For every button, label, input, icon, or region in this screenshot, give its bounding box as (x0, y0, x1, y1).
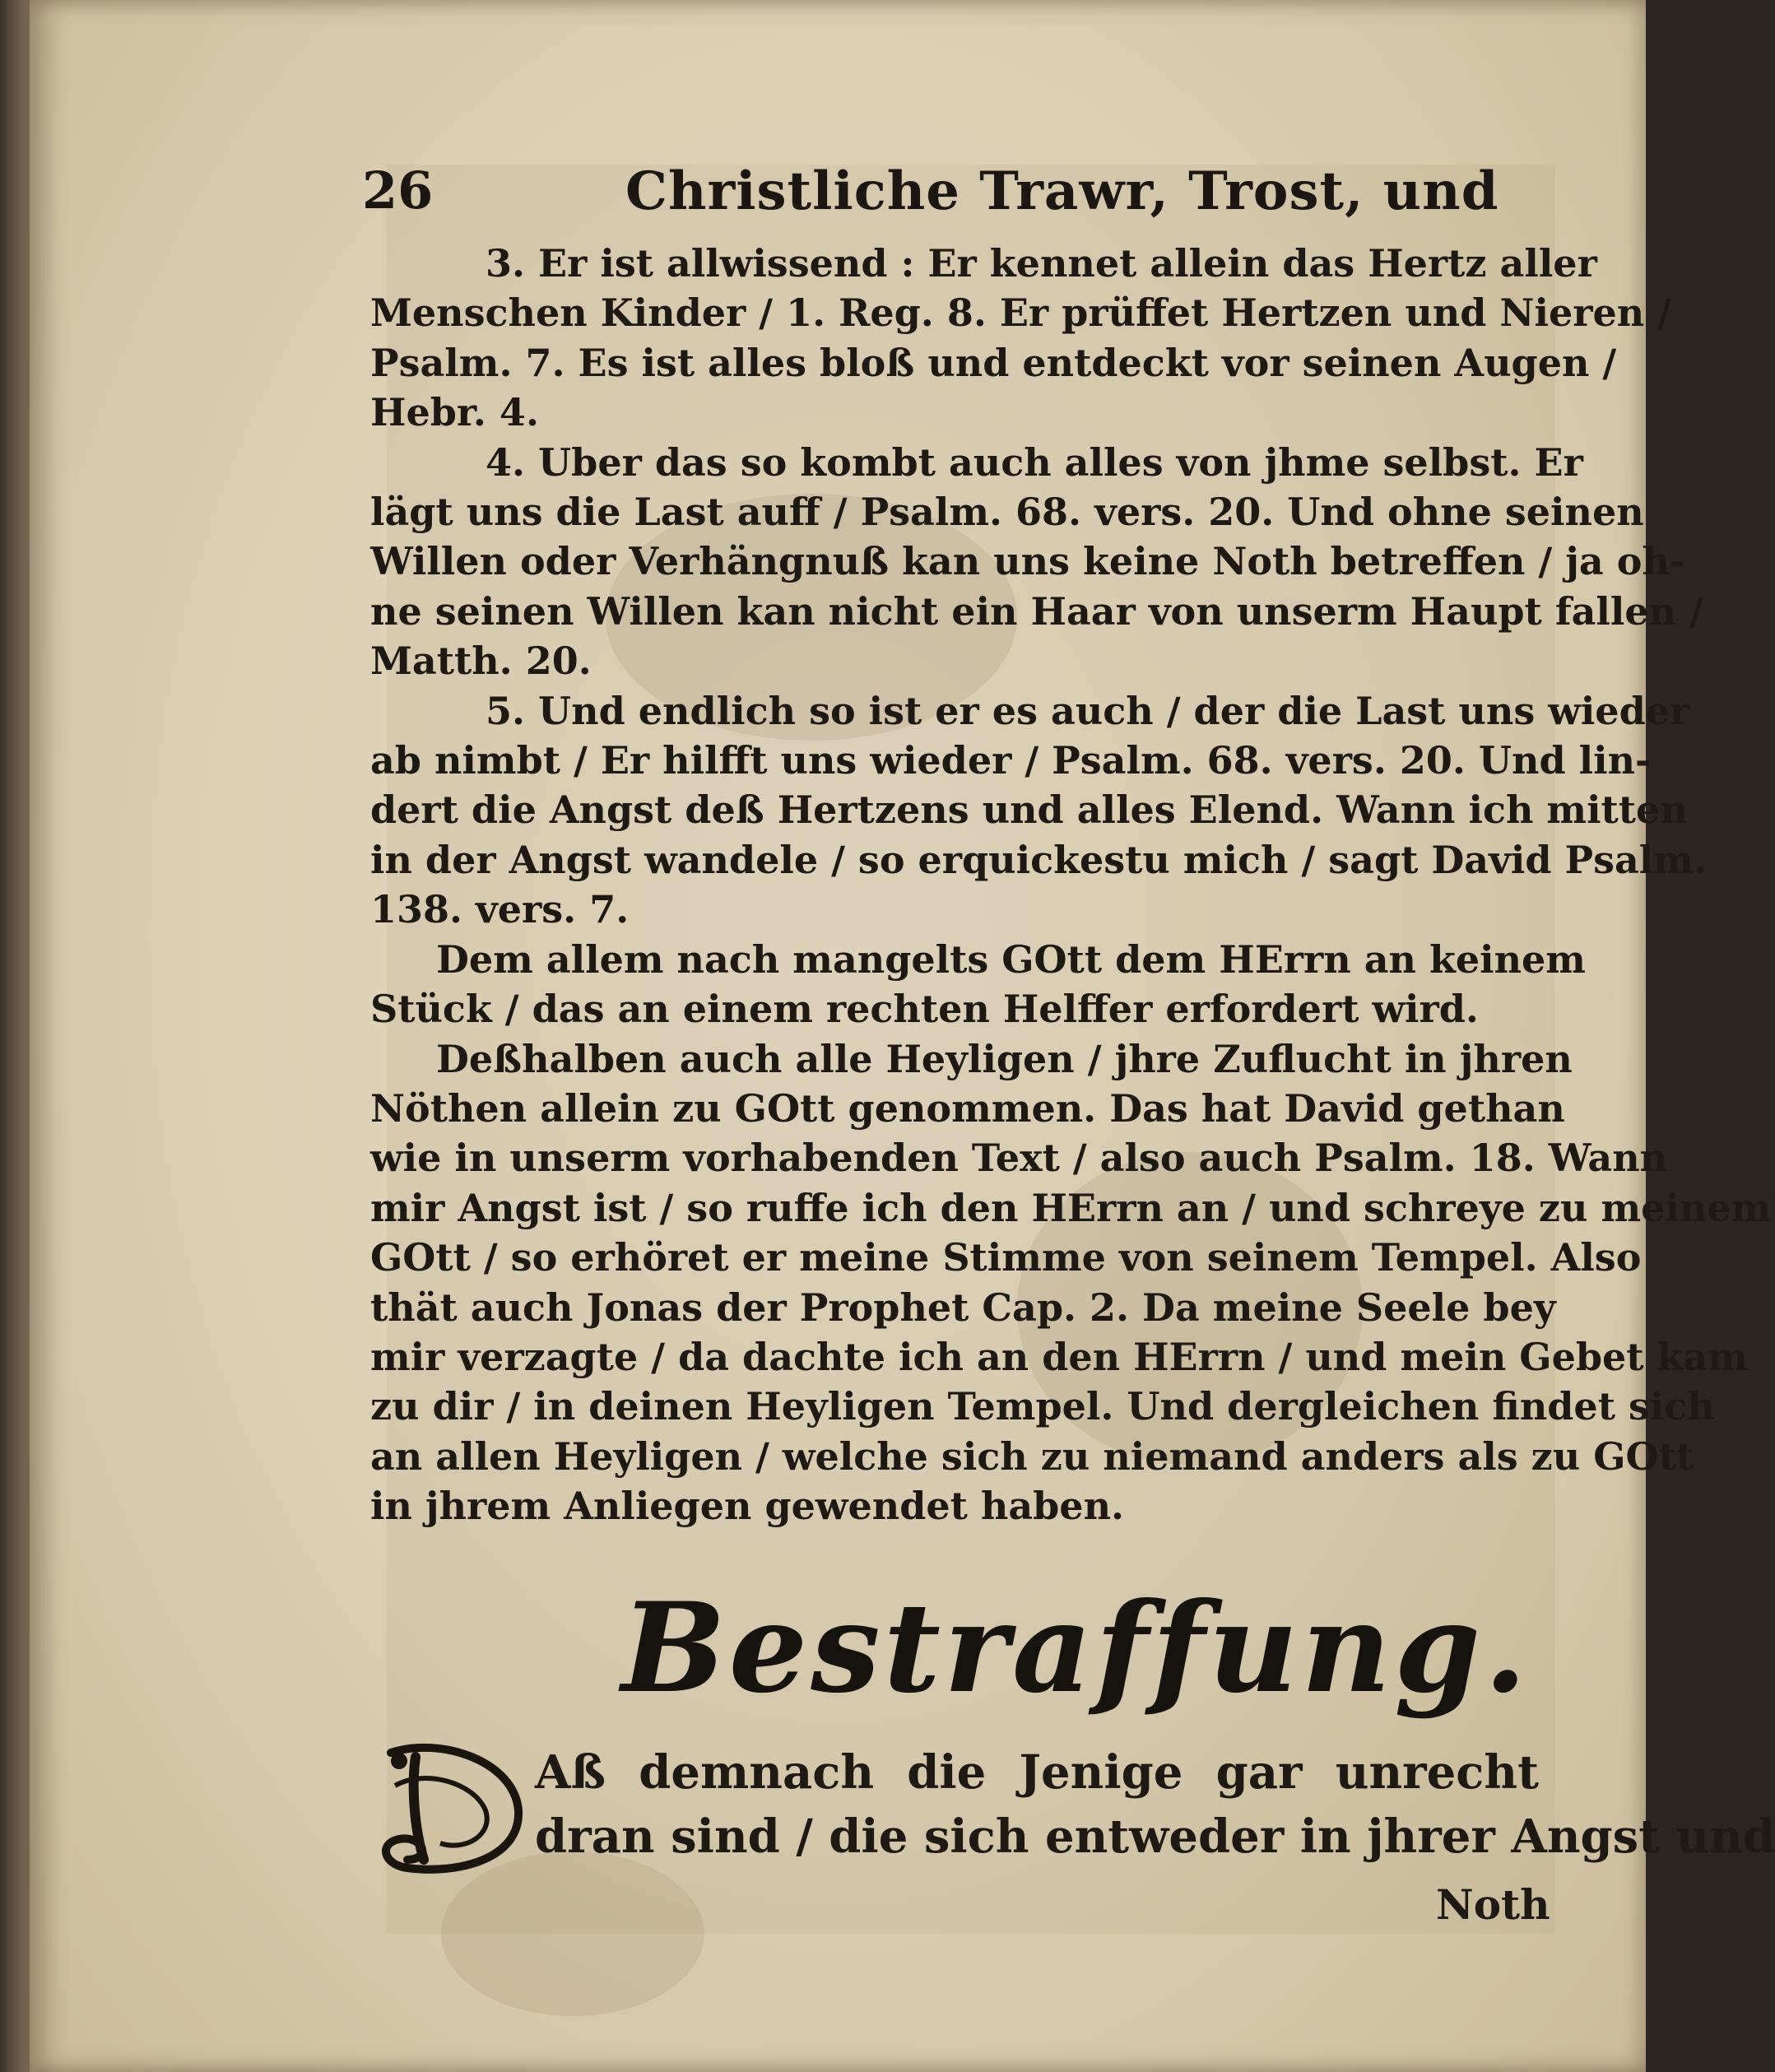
text-line: mir verzagte / da dachte ich an den HErrn / und mein Gebet kam (370, 1334, 1748, 1379)
text-line: 3. Er ist allwissend : Er kennet allein das Hertz aller (486, 241, 1597, 286)
text-line: 138. vers. 7. (370, 887, 630, 932)
text-line: thät auch Jonas der Prophet Cap. 2. Da meine Seele bey (370, 1285, 1556, 1330)
text-line: Menschen Kinder / 1. Reg. 8. Er prüffet Hertzen und Nieren / (370, 290, 1671, 336)
text-line: ne seinen Willen kan nicht ein Haar von unserm Haupt fallen / (370, 588, 1703, 634)
page-number: 26 (362, 160, 434, 221)
text-line: dert die Angst deß Hertzens und alles Elend. Wann ich mitten (370, 787, 1688, 833)
decorated-initial-flourish (374, 1736, 527, 1876)
text-line: in der Angst wandele / so erquickestu mich / sagt David Psalm. (370, 837, 1707, 882)
text-line: wie in unserm vorhabenden Text / also auch Psalm. 18. Wann (370, 1136, 1668, 1181)
text-line: Stück / das an einem rechten Helffer erfordert wird. (370, 987, 1479, 1032)
text-line: dran sind / die sich entweder in jhrer Angst und (535, 1810, 1775, 1864)
decorated-initial (374, 1736, 527, 1876)
text-line: Deßhalben auch alle Heyligen / jhre Zuflucht in jhren (436, 1036, 1573, 1081)
page-header (362, 160, 1555, 235)
text-line: Nöthen allein zu GOtt genommen. Das hat David gethan (370, 1085, 1565, 1131)
catchword: Noth (1436, 1880, 1550, 1929)
text-line: Hebr. 4. (370, 390, 539, 435)
text-line: mir Angst ist / so ruffe ich den HErrn an / und schreye zu meinem (370, 1185, 1772, 1230)
text-line: lägt uns die Last auff / Psalm. 68. vers. 20. Und ohne seinen (370, 490, 1644, 535)
text-line: 5. Und endlich so ist er es auch / der die Last uns wieder (486, 688, 1690, 733)
text-line: Willen oder Verhängnuß kan uns keine Noth betreffen / ja oh- (370, 539, 1685, 584)
text-line: Dem allem nach mangelts GOtt dem HErrn an keinem (436, 936, 1586, 982)
text-line: Aß demnach die Jenige gar unrecht (535, 1745, 1539, 1800)
running-title: Christliche Trawr, Trost, und (625, 160, 1499, 222)
section-title: Bestraffung. (621, 1576, 1531, 1721)
text-line: GOtt / so erhöret er meine Stimme von seinem Tempel. Also (370, 1235, 1642, 1280)
text-line: Matth. 20. (370, 639, 592, 684)
text-line: an allen Heyligen / welche sich zu niemand anders als zu GOtt (370, 1433, 1694, 1479)
text-line: ab nimbt / Er hilfft uns wieder / Psalm. 68. vers. 20. Und lin- (370, 738, 1652, 783)
text-line: 4. Uber das so kombt auch alles von jhme selbst. Er (486, 439, 1583, 485)
body-text (370, 239, 1772, 1531)
text-line: zu dir / in deinen Heyligen Tempel. Und dergleichen findet sich (370, 1384, 1715, 1429)
section-paragraph (535, 1740, 1775, 1869)
text-line: in jhrem Anliegen gewendet haben. (370, 1484, 1125, 1529)
text-line: Psalm. 7. Es ist alles bloß und entdeckt vor seinen Augen / (370, 340, 1617, 385)
